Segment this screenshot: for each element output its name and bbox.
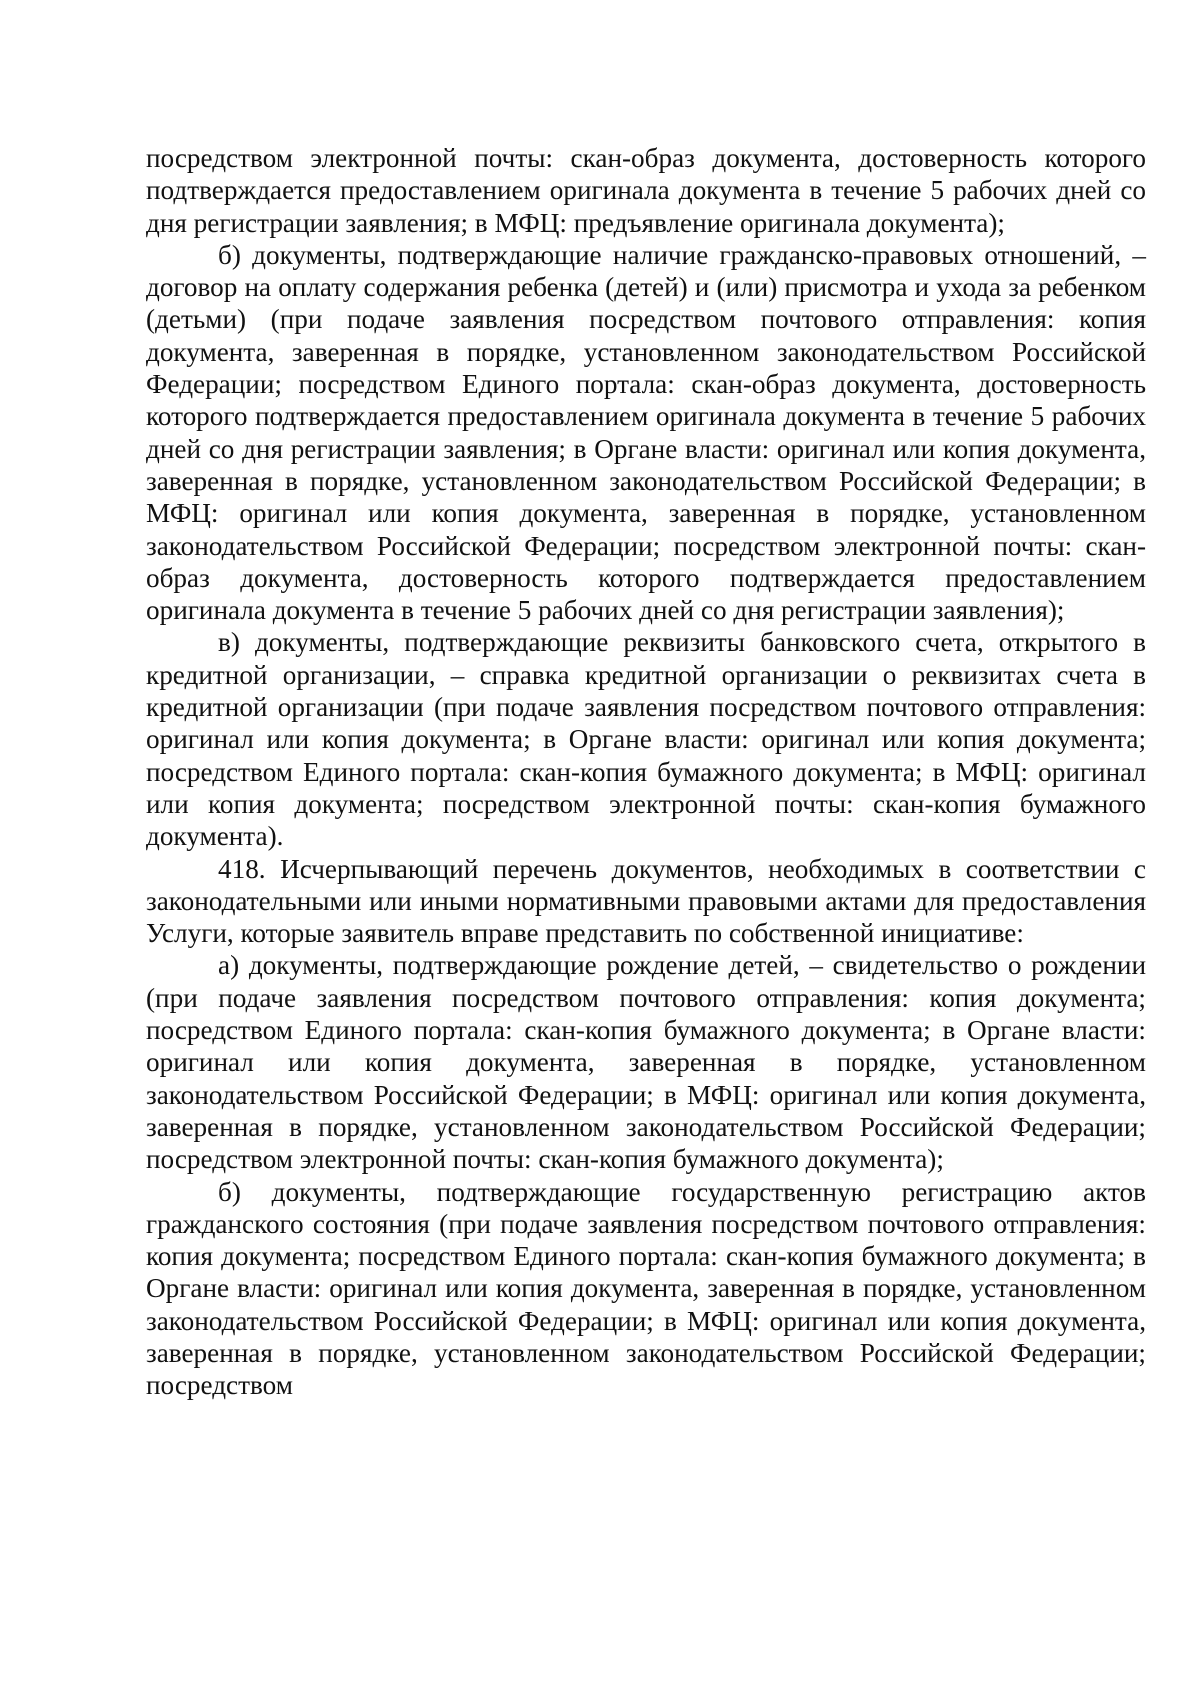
paragraph-item-a-birth: а) документы, подтверждающие рождение детей, – свидетельство о рождении (при подаче заявления посредством почтового отправления: копия документа; посредством Единого портала: скан-копия бумажного документа; в Органе власти: оригинал или копия документа, заверенная в порядке, установленном законодательством Российской Федерации; в МФЦ: оригинал или копия документа, заверенная в порядке, установленном законодательством Российской Федерации; посредством электронной почты: скан-копия бумажного документа);: [146, 950, 1146, 1175]
document-body: [146, 142, 1146, 1402]
paragraph-item-b-civil-relations: б) документы, подтверждающие наличие гражданско-правовых отношений, – договор на оплату содержания ребенка (детей) и (или) присмотра и ухода за ребенком (детьми) (при подаче заявления посредством почтового отправления: копия документа, заверенная в порядке, установленном законодательством Российской Федерации; посредством Единого портала: скан-образ документа, достоверность которого подтверждается предоставлением оригинала документа в течение 5 рабочих дней со дня регистрации заявления; в Органе власти: оригинал или копия документа, заверенная в порядке, установленном законодательством Российской Федерации; в МФЦ: оригинал или копия документа, заверенная в порядке, установленном законодательством Российской Федерации; посредством электронной почты: скан-образ документа, достоверность которого подтверждается предоставлением оригинала документа в течение 5 рабочих дней со дня регистрации заявления);: [146, 239, 1146, 626]
paragraph-continuation: посредством электронной почты: скан-образ документа, достоверность которого подтверждается предоставлением оригинала документа в течение 5 рабочих дней со дня регистрации заявления; в МФЦ: предъявление оригинала документа);: [146, 143, 1146, 238]
paragraph-item-v-bank-account: в) документы, подтверждающие реквизиты банковского счета, открытого в кредитной организации, – справка кредитной организации о реквизитах счета в кредитной организации (при подаче заявления посредством почтового отправления: оригинал или копия документа; в Органе власти: оригинал или копия документа; посредством Единого портала: скан-копия бумажного документа; в МФЦ: оригинал или копия документа; посредством электронной почты: скан-копия бумажного документа).: [146, 627, 1146, 852]
paragraph-item-b-civil-registration: б) документы, подтверждающие государственную регистрацию актов гражданского состояния (при подаче заявления посредством почтового отправления: копия документа; посредством Единого портала: скан-копия бумажного документа; в Органе власти: оригинал или копия документа, заверенная в порядке, установленном законодательством Российской Федерации; в МФЦ: оригинал или копия документа, заверенная в порядке, установленном законодательством Российской Федерации; посредством: [146, 1176, 1146, 1401]
paragraph-section-418: 418. Исчерпывающий перечень документов, необходимых в соответствии с законодательными или иными нормативными правовыми актами для предоставления Услуги, которые заявитель вправе представить по собственной инициативе:: [146, 853, 1146, 949]
